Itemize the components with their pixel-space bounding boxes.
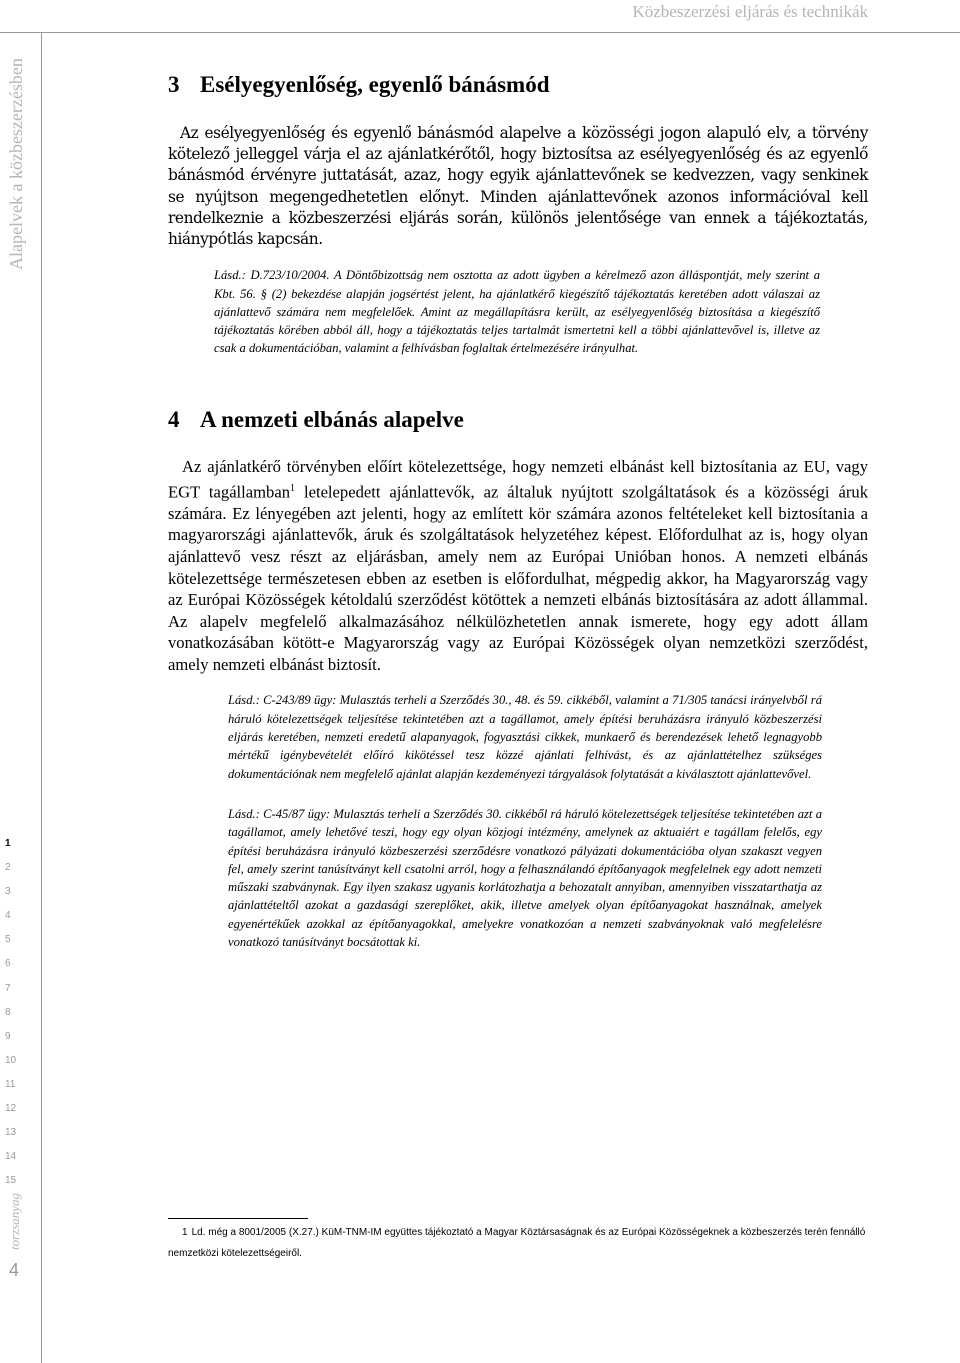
line-number: 15	[5, 1175, 17, 1187]
line-number: 2	[5, 862, 11, 874]
section-4-body-end: letelepedett ajánlattevők, az általuk nyújtott szolgáltatások és a közösségi áruk számára. Ez lényegében azt jelenti, hogy az említett kör számára azonos feltételeket kell biztosítania a magyarországi ajánlattevők, áruk és szolgáltatások helyzetéhez képest. Előfordulhat az is, hogy olyan ajánlattevő vesz részt az eljárásban, amely nem az Európai Unióban honos. A nemzeti elbánás kötelezettsége természetesen ebben az esetben is előfordulhat, mégpedig akkor, ha Magyarország vagy az Európai Közösségek kétoldalú szerződést kötöttek a nemzeti elbánás biztosítására az adott állammal. Az alapelv megfelelő alkalmazásához nélkülözhetetlen annak ismerete, hogy egy adott állam vonatkozásában kötött-e Magyarország vagy az Európai Közösségek olyan nemzetközi szerződést, amely nemzeti elbánást biztosít.	[168, 482, 868, 674]
line-number: 6	[5, 958, 11, 970]
footnote-number: 1	[182, 1227, 188, 1238]
section-4-body-start: Az ajánlatkérő törvényben előírt kötelezettsége, hogy nemzeti elbánást kell biztosítania az EU, vagy EGT tagállamban	[168, 457, 868, 502]
line-number: 7	[5, 982, 11, 994]
section-4-case-note-1: Lásd.: C-243/89 ügy: Mulasztás terheli a Szerződés 30., 48. és 59. cikkéből, valamint a 71/305 tanácsi irányelvből rá háruló kötelezettségek teljesítése tekintetében azt a tagállamot, amely építési beruházásra irányuló közbeszerzési eljárás keretében, nemzeti eredetű alapanyagok, fogyasztási cikkek, munkaerő és berendezések lehető legnagyobb mértékű igénybevételét előíró kikötéssel tesz közzé ajánlati felhívást, és az ajánlattételhez szükséges dokumentációnak nem megfelelő ajánlat alapján kezdeményezi tárgyalások folytatását a kiválasztott ajánlattevővel.	[228, 693, 822, 781]
running-header-title: Közbeszerzési eljárás és technikák	[632, 2, 868, 21]
line-number: 1	[5, 838, 11, 849]
line-number: 10	[5, 1054, 17, 1066]
line-number: 4	[5, 910, 11, 922]
sidebar-section-label: Alapelvek a közbeszerzésben	[6, 58, 26, 270]
footnote	[168, 1222, 870, 1264]
footnote-reference[interactable]: 1	[290, 482, 296, 494]
line-number: 13	[5, 1127, 17, 1139]
line-number: 5	[5, 934, 11, 946]
section-4-body	[168, 456, 868, 675]
line-number: 3	[5, 886, 11, 898]
line-number: 11	[5, 1078, 16, 1090]
header-rule	[0, 32, 960, 33]
line-number: 14	[5, 1151, 17, 1163]
section-4-case-note-2: Lásd.: C-45/87 ügy: Mulasztás terheli a Szerződés 30. cikkéből rá háruló kötelezettségek teljesítése tekintetében azt a tagállamot, amely lehetővé teszi, hogy egy olyan közjogi intézmény, amelynek az aktuaiért e tagállam felelős, egy építési beruházásra irányuló közbeszerzési szerződésre vonatkozó pályázati dokumentációba olyan szakaszt vegyen fel, amely szerint tanúsítványt kell csatolni arról, hogy a felhasználandó építőanyagok megfelelnek egy adott nemzeti műszaki szabványnak. Egy ilyen szakasz ugyanis korlátozhatja a behozatalt annyiban, amennyiben visszatarthatja az ajánlattételtől azokat a gazdasági szereplőket, akik, illetve amelyek olyan építőanyagokat használnak, amelyek egyenértékűek azokkal az építőanyagokkal, amelyekre vonatkozóan a nemzeti szabványoknak való megfelelésre vonatkozó tanúsítványt bocsátottak ki.	[228, 806, 822, 950]
section-4	[168, 405, 868, 951]
section-3	[168, 70, 868, 358]
line-number: 8	[5, 1006, 11, 1018]
sidebar-rule	[41, 32, 42, 1363]
section-3-case-note: Lásd.: D.723/10/2004. A Döntőbizottság nem osztotta az adott ügyben a kérelmező azon álláspontját, mely szerint a Kbt. 56. § (2) bekezdése alapján jogsértést jelent, ha ajánlatkérő kiegészítő tájékoztatás keretében adott válaszai az ajánlattevő számára nem megfelelőek. Amint az megállapításra került, az esélyegyenlőség biztosítása a kiegészítő tájékoztatás körében abból áll, hogy a tájékoztatás teljes tartalmát ismertetni kell a többi ajánlattevővel is, illetve az csak a dokumentációban, valamint a felhívásban foglaltak értelmezésére irányulhat.	[214, 268, 820, 356]
footnote-rule	[168, 1218, 308, 1219]
section-4-heading	[168, 405, 868, 435]
footnote-text: Ld. még a 8001/2005 (X.27.) KüM-TNM-IM együttes tájékoztató a Magyar Köztársaságnak és az Európai Közösségeknek a közbeszerzés terén fennálló nemzetközi kötelezettségeiről.	[168, 1227, 866, 1259]
section-4-title: A nemzeti elbánás alapelve	[200, 407, 464, 432]
section-3-title: Esélyegyenlőség, egyenlő bánásmód	[200, 72, 550, 97]
section-3-heading	[168, 70, 868, 100]
section-3-body: Az esélyegyenlőség és egyenlő bánásmód alapelve a közösségi jogon alapuló elv, a törvény kötelező jelleggel várja el az ajánlatkérőtől, hogy biztosítsa az esélyegyenlőség és az egyenlő bánásmód érvényre juttatását, azaz, hogy egyik ajánlattevőnek se kedvezzen, vagy senkinek se nyújtson megengedhetetlen előnyt. Minden ajánlattevőnek azonos információval kell rendelkeznie a közbeszerzési eljárás során, különös jelentősége van ennek a tájékoztatás, hiánypótlás kapcsán.	[168, 124, 868, 249]
section-4-number: 4	[168, 407, 180, 432]
line-number: 12	[5, 1103, 17, 1115]
line-number: 9	[5, 1030, 11, 1042]
sidebar-sub-label: torzsanyag	[7, 1192, 22, 1250]
page-number: 4	[9, 1260, 20, 1280]
section-3-number: 3	[168, 72, 180, 97]
sidebar-line-numbers	[5, 838, 27, 1199]
